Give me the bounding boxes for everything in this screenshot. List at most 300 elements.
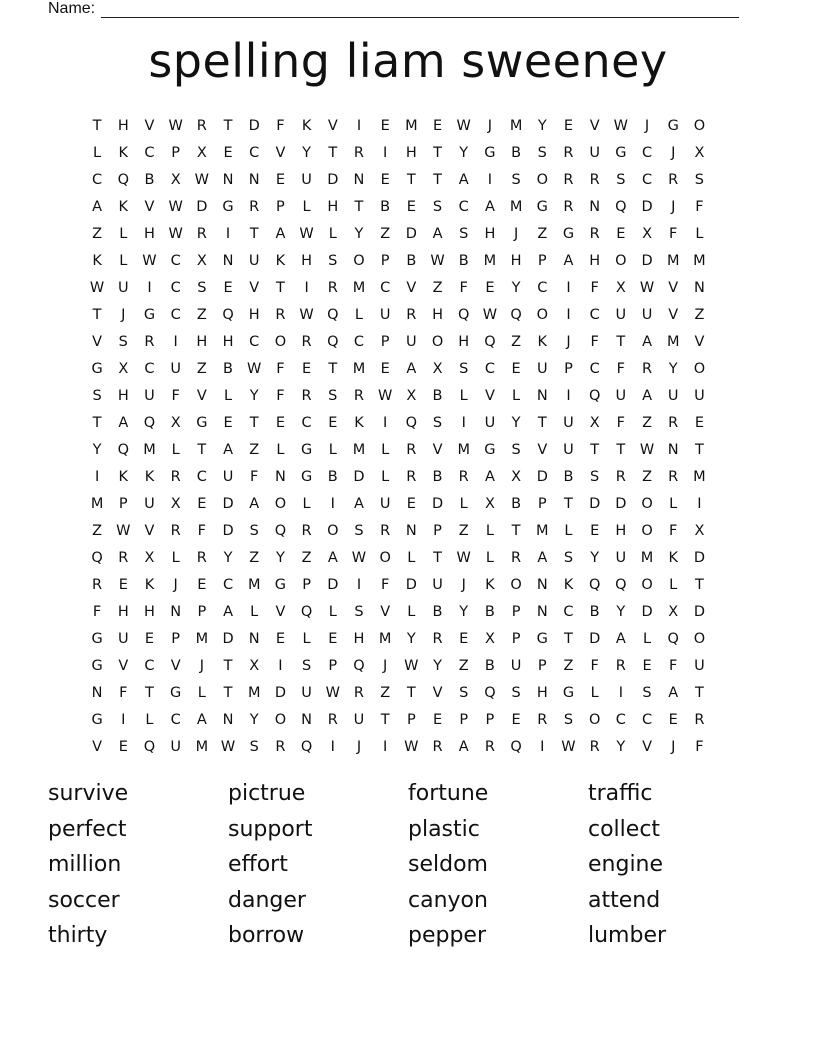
grid-letter: C xyxy=(641,144,653,161)
grid-letter: I xyxy=(225,225,231,242)
grid-letter: D xyxy=(274,684,286,701)
grid-row xyxy=(84,166,713,193)
grid-letter: Q xyxy=(667,630,679,647)
grid-letter: W xyxy=(325,684,340,701)
grid-letter: G xyxy=(484,441,496,458)
grid-letter: A xyxy=(458,171,469,188)
grid-letter: I xyxy=(618,684,623,701)
grid-letter: Y xyxy=(459,144,469,161)
grid-letter: B xyxy=(484,657,495,674)
word-list-item: perfect xyxy=(48,816,127,842)
grid-letter: E xyxy=(380,360,390,377)
grid-letter: J xyxy=(199,657,204,674)
grid-letter: M xyxy=(666,252,680,269)
grid-letter: W xyxy=(456,117,471,134)
grid-letter: U xyxy=(117,279,129,296)
grid-letter: F xyxy=(459,279,468,296)
grid-letter: I xyxy=(121,711,126,728)
grid-letter: V xyxy=(327,117,338,134)
grid-letter: W xyxy=(613,117,629,134)
grid-letter: R xyxy=(615,468,626,485)
grid-row xyxy=(84,301,713,328)
grid-letter: G xyxy=(91,630,103,647)
grid-letter: I xyxy=(566,387,571,404)
grid-letter: D xyxy=(641,603,653,620)
grid-letter: N xyxy=(667,441,679,458)
grid-letter: R xyxy=(380,522,391,539)
grid-letter: F xyxy=(250,468,259,485)
grid-letter: F xyxy=(197,522,207,539)
grid-letter: I xyxy=(566,306,571,323)
grid-letter: T xyxy=(406,171,416,188)
grid-letter: V xyxy=(170,657,181,674)
grid-letter: X xyxy=(589,414,600,431)
grid-letter: G xyxy=(667,117,679,134)
grid-letter: Q xyxy=(405,414,418,431)
grid-letter: Z xyxy=(92,522,103,539)
grid-letter: E xyxy=(668,711,678,728)
grid-letter: V xyxy=(484,387,495,404)
grid-row xyxy=(84,625,713,652)
grid-letter: J xyxy=(461,576,466,593)
grid-letter: L xyxy=(407,549,416,566)
grid-letter: V xyxy=(92,333,103,350)
grid-letter: E xyxy=(197,576,207,593)
grid-letter: Y xyxy=(249,711,259,728)
grid-letter: B xyxy=(432,603,443,620)
grid-letter: Z xyxy=(196,306,207,323)
word-list-item: support xyxy=(228,816,313,842)
grid-letter: E xyxy=(197,495,207,512)
grid-letter: A xyxy=(118,414,129,431)
grid-letter: X xyxy=(694,144,705,161)
grid-letter: T xyxy=(433,171,442,188)
grid-letter: L xyxy=(302,495,311,512)
grid-letter: D xyxy=(536,468,548,485)
grid-letter: R xyxy=(615,657,626,674)
grid-letter: X xyxy=(196,252,207,269)
grid-letter: Y xyxy=(511,414,521,431)
grid-letter: I xyxy=(278,657,283,674)
grid-letter: F xyxy=(616,414,626,431)
grid-letter: O xyxy=(327,522,339,539)
grid-row xyxy=(84,247,713,274)
grid-letter: F xyxy=(276,117,285,134)
grid-letter: U xyxy=(170,360,181,377)
grid-letter: N xyxy=(222,171,234,188)
word-list-item: million xyxy=(48,852,122,877)
grid-letter: L xyxy=(93,144,102,161)
word-list-item: seldom xyxy=(408,852,488,877)
grid-letter: C xyxy=(380,279,391,296)
grid-letter: K xyxy=(485,576,495,593)
grid-letter: M xyxy=(666,333,680,350)
grid-letter: F xyxy=(590,333,599,350)
grid-letter: Q xyxy=(327,333,339,350)
grid-letter: H xyxy=(536,684,548,701)
grid-letter: W xyxy=(299,306,314,323)
grid-letter: C xyxy=(563,603,574,620)
page-title: spelling liam sweeney xyxy=(148,34,668,88)
grid-letter: Y xyxy=(406,630,416,647)
grid-letter: S xyxy=(459,225,469,242)
grid-letter: E xyxy=(328,414,338,431)
grid-letter: G xyxy=(91,360,103,377)
grid-letter: F xyxy=(669,522,678,539)
grid-letter: C xyxy=(92,171,103,188)
grid-letter: R xyxy=(537,711,548,728)
grid-letter: L xyxy=(590,684,599,701)
grid-row xyxy=(84,652,713,679)
grid-letter: T xyxy=(406,684,416,701)
grid-letter: W xyxy=(639,441,655,458)
grid-letter: T xyxy=(249,414,259,431)
grid-letter: I xyxy=(540,738,545,755)
grid-letter: N xyxy=(353,171,365,188)
grid-letter: B xyxy=(511,144,522,161)
word-list-item: borrow xyxy=(228,923,305,948)
grid-letter: S xyxy=(459,684,469,701)
grid-letter: W xyxy=(456,549,471,566)
grid-letter: H xyxy=(615,522,627,539)
grid-letter: A xyxy=(275,225,286,242)
grid-letter: Y xyxy=(275,549,285,566)
grid-letter: K xyxy=(301,117,312,134)
grid-letter: E xyxy=(694,414,704,431)
grid-letter: V xyxy=(196,387,207,404)
grid-letter: X xyxy=(668,603,679,620)
grid-letter: T xyxy=(433,144,442,161)
grid-letter: U xyxy=(694,657,705,674)
grid-letter: T xyxy=(92,306,102,323)
grid-letter: R xyxy=(170,468,181,485)
grid-letter: Y xyxy=(459,603,469,620)
grid-letter: E xyxy=(590,522,600,539)
grid-letter: N xyxy=(222,711,234,728)
grid-letter: Q xyxy=(615,198,627,215)
grid-letter: B xyxy=(144,171,155,188)
grid-letter: O xyxy=(510,576,522,593)
grid-letter: V xyxy=(249,279,260,296)
grid-letter: U xyxy=(536,360,548,377)
grid-letter: O xyxy=(615,252,627,269)
grid-letter: M xyxy=(195,738,209,755)
grid-row xyxy=(84,355,713,382)
grid-letter: R xyxy=(406,468,417,485)
grid-letter: E xyxy=(275,171,285,188)
grid-letter: J xyxy=(566,333,571,350)
grid-letter: U xyxy=(563,441,574,458)
grid-letter: Q xyxy=(510,306,522,323)
grid-letter: S xyxy=(511,684,521,701)
grid-letter: I xyxy=(356,117,362,134)
grid-letter: K xyxy=(354,414,364,431)
grid-letter: T xyxy=(223,117,233,134)
grid-letter: R xyxy=(275,738,286,755)
grid-letter: Y xyxy=(668,360,678,377)
grid-letter: C xyxy=(589,306,600,323)
grid-letter: C xyxy=(249,144,260,161)
grid-letter: S xyxy=(328,252,338,269)
grid-letter: E xyxy=(328,630,338,647)
grid-letter: E xyxy=(485,279,495,296)
grid-letter: T xyxy=(537,414,547,431)
grid-letter: X xyxy=(249,657,260,674)
grid-letter: P xyxy=(537,657,547,674)
grid-letter: W xyxy=(377,387,393,404)
grid-letter: D xyxy=(222,522,234,539)
grid-letter: Q xyxy=(588,576,601,593)
grid-letter: M xyxy=(378,630,392,647)
grid-letter: R xyxy=(301,522,312,539)
name-field[interactable] xyxy=(48,0,739,18)
grid-letter: P xyxy=(197,603,207,620)
grid-letter: Y xyxy=(433,657,442,674)
grid-letter: D xyxy=(589,630,601,647)
grid-letter: E xyxy=(406,495,416,512)
grid-letter: B xyxy=(458,252,469,269)
grid-letter: J xyxy=(644,117,650,134)
grid-letter: R xyxy=(432,738,443,755)
grid-letter: C xyxy=(353,333,365,350)
grid-letter: G xyxy=(91,711,103,728)
grid-letter: C xyxy=(589,360,600,377)
grid-letter: T xyxy=(328,360,338,377)
grid-letter: U xyxy=(144,387,155,404)
grid-letter: D xyxy=(431,495,444,512)
grid-letter: O xyxy=(641,495,653,512)
grid-letter: R xyxy=(458,468,469,485)
name-label: Name: xyxy=(48,0,96,17)
grid-letter: W xyxy=(142,252,157,269)
grid-letter: X xyxy=(511,468,522,485)
grid-letter: G xyxy=(196,414,208,431)
grid-letter: L xyxy=(485,522,494,539)
word-list-item: canyon xyxy=(408,887,488,913)
grid-letter: F xyxy=(616,360,626,377)
grid-letter: R xyxy=(511,549,522,566)
word-list-item: lumber xyxy=(588,923,667,948)
grid-letter: G xyxy=(143,306,156,323)
grid-letter: B xyxy=(589,603,600,620)
grid-letter: L xyxy=(302,630,311,647)
grid-letter: F xyxy=(590,279,599,296)
grid-letter: Z xyxy=(458,522,469,539)
grid-letter: Q xyxy=(300,738,313,755)
grid-letter: C xyxy=(484,360,495,377)
grid-letter: A xyxy=(196,711,207,728)
grid-row xyxy=(84,733,713,760)
grid-letter: B xyxy=(484,603,495,620)
grid-letter: R xyxy=(432,630,443,647)
grid-letter: Q xyxy=(510,738,522,755)
grid-letter: C xyxy=(144,360,155,377)
grid-letter: L xyxy=(695,225,704,242)
word-list-item: pictrue xyxy=(228,781,306,806)
grid-letter: I xyxy=(330,738,335,755)
grid-letter: L xyxy=(197,684,206,701)
grid-letter: V xyxy=(432,684,443,701)
grid-letter: O xyxy=(353,252,365,269)
grid-letter: R xyxy=(327,279,338,296)
grid-row xyxy=(84,679,713,706)
grid-letter: L xyxy=(512,387,521,404)
grid-row xyxy=(84,328,713,355)
grid-letter: W xyxy=(89,279,105,296)
grid-letter: P xyxy=(171,144,181,161)
grid-letter: N xyxy=(91,684,103,701)
grid-letter: I xyxy=(566,279,571,296)
grid-letter: O xyxy=(274,333,287,350)
grid-letter: Z xyxy=(694,306,705,323)
grid-letter: N xyxy=(248,630,260,647)
grid-letter: D xyxy=(641,252,653,269)
grid-letter: H xyxy=(589,252,601,269)
grid-letter: R xyxy=(353,144,364,161)
grid-letter: L xyxy=(669,576,678,593)
grid-letter: L xyxy=(119,252,128,269)
grid-letter: T xyxy=(694,441,704,458)
grid-letter: Z xyxy=(380,684,391,701)
grid-letter: B xyxy=(511,495,522,512)
grid-letter: B xyxy=(563,468,574,485)
grid-letter: F xyxy=(171,387,180,404)
grid-letter: I xyxy=(356,576,362,593)
grid-letter: S xyxy=(354,522,364,539)
grid-letter: F xyxy=(695,198,704,215)
grid-letter: S xyxy=(249,738,259,755)
grid-letter: G xyxy=(562,684,575,701)
grid-letter: P xyxy=(564,360,573,377)
grid-letter: S xyxy=(563,549,574,566)
grid-letter: E xyxy=(118,576,128,593)
grid-letter: L xyxy=(407,603,416,620)
grid-letter: M xyxy=(247,576,261,593)
grid-letter: L xyxy=(302,198,311,215)
grid-letter: X xyxy=(144,549,155,566)
grid-letter: T xyxy=(223,657,233,674)
grid-letter: X xyxy=(196,144,207,161)
grid-letter: M xyxy=(483,252,497,269)
word-list-item: thirty xyxy=(48,923,108,948)
grid-letter: P xyxy=(485,711,495,728)
grid-letter: D xyxy=(196,198,208,215)
grid-letter: T xyxy=(145,684,154,701)
grid-letter: B xyxy=(380,198,391,215)
grid-letter: A xyxy=(432,225,443,242)
grid-letter: K xyxy=(668,549,678,566)
grid-letter: T xyxy=(249,225,259,242)
grid-row xyxy=(84,706,713,733)
grid-letter: H xyxy=(327,198,339,215)
grid-letter: S xyxy=(694,171,705,188)
grid-letter: F xyxy=(669,657,678,674)
grid-letter: L xyxy=(354,306,364,323)
grid-letter: C xyxy=(458,198,469,215)
grid-letter: P xyxy=(276,198,285,215)
grid-letter: K xyxy=(92,252,102,269)
grid-letter: K xyxy=(118,468,129,485)
grid-letter: F xyxy=(92,603,102,620)
grid-letter: U xyxy=(641,306,653,323)
grid-letter: R xyxy=(144,333,155,350)
grid-letter: L xyxy=(276,441,285,458)
grid-letter: R xyxy=(170,522,181,539)
grid-row xyxy=(84,490,713,517)
grid-letter: K xyxy=(144,468,155,485)
grid-letter: C xyxy=(249,333,260,350)
grid-letter: Q xyxy=(91,549,103,566)
grid-letter: O xyxy=(536,306,548,323)
grid-letter: U xyxy=(615,387,627,404)
grid-letter: S xyxy=(511,441,521,458)
grid-letter: U xyxy=(379,495,391,512)
grid-letter: D xyxy=(693,603,705,620)
grid-letter: L xyxy=(459,495,468,512)
word-list-item: survive xyxy=(48,781,129,806)
grid-letter: N xyxy=(536,576,548,593)
grid-letter: Q xyxy=(222,306,234,323)
grid-letter: P xyxy=(118,495,128,512)
grid-letter: S xyxy=(563,711,574,728)
grid-letter: Z xyxy=(511,333,522,350)
grid-letter: M xyxy=(352,441,366,458)
word-list-item: danger xyxy=(228,887,306,913)
grid-letter: M xyxy=(509,198,523,215)
grid-letter: P xyxy=(328,657,338,674)
grid-letter: C xyxy=(196,468,207,485)
grid-letter: U xyxy=(379,306,391,323)
grid-letter: G xyxy=(536,198,548,215)
grid-letter: U xyxy=(563,414,574,431)
grid-row xyxy=(84,517,713,544)
grid-letter: X xyxy=(170,414,181,431)
grid-letter: K xyxy=(537,333,548,350)
name-underline[interactable] xyxy=(101,3,739,18)
grid-letter: E xyxy=(223,279,233,296)
grid-letter: W xyxy=(404,738,419,755)
grid-letter: T xyxy=(564,495,573,512)
grid-letter: V xyxy=(118,657,129,674)
grid-letter: V xyxy=(642,738,652,755)
grid-letter: R xyxy=(196,117,207,134)
grid-letter: Y xyxy=(511,279,521,296)
grid-letter: R xyxy=(196,549,207,566)
grid-letter: C xyxy=(537,279,548,296)
grid-letter: Q xyxy=(458,306,470,323)
grid-row xyxy=(84,139,713,166)
grid-letter: W xyxy=(351,549,367,566)
grid-letter: G xyxy=(300,441,313,458)
grid-letter: W xyxy=(430,252,445,269)
grid-letter: I xyxy=(697,495,702,512)
grid-letter: V xyxy=(432,441,443,458)
grid-letter: G xyxy=(562,225,575,242)
grid-letter: N xyxy=(536,603,548,620)
grid-letter: T xyxy=(92,414,102,431)
grid-letter: U xyxy=(353,711,365,728)
grid-letter: A xyxy=(249,495,260,512)
grid-letter: L xyxy=(171,549,180,566)
grid-letter: J xyxy=(487,117,493,134)
grid-letter: A xyxy=(642,387,652,404)
grid-letter: R xyxy=(275,306,286,323)
grid-letter: C xyxy=(144,657,155,674)
grid-letter: R xyxy=(668,468,679,485)
grid-letter: R xyxy=(563,144,574,161)
grid-letter: L xyxy=(669,495,678,512)
grid-letter: I xyxy=(330,495,335,512)
